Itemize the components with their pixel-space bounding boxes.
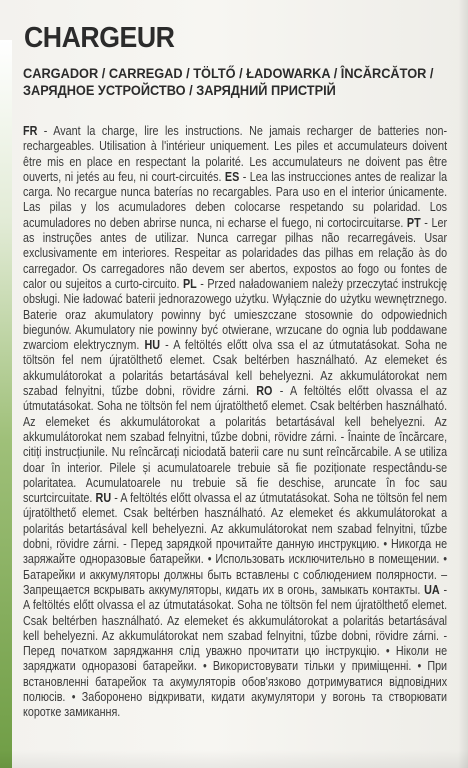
subtitle-line-1: CARGADOR / CARREGAD / TÖLTŐ / ŁADOWARKA / ÎNCĂRCĂTOR /: [23, 66, 434, 82]
language-code-fr: FR: [23, 124, 38, 138]
section-ru-text: - A feltöltés előtt olvassa el az útmutatásokat. Soha ne töltsön fel nem újratölthető elemet. Csak beltérben használható. Az elemeket és akkumulátorokat a polaritás betartásával kell behelyezni. Az akkumulátorokat nem szabad felnyitni, tűzbe dobni, rövidre zárni. - Перед зарядкой прочитайте данную инструкцию. • Никогда не заряжайте одноразовые батарейки. • Использовать исключительно в помещении. • Батарейки и аккумуляторы должны быть вставлены с соблюдением полярности. – Запрещается вскрывать аккумуляторы, кидать их в огонь, замыкать контакты.: [23, 491, 448, 597]
section-ro-text: - A feltöltés előtt olvassa el az útmutatásokat. Soha ne töltsön fel nem újratölthető elemet. Csak beltérben használható. Az elemeket és akkumulátorokat a polaritás betartásával kell behelyezni. Az akkumulátorokat nem szabad felnyitni, tűzbe dobni, rövidre zárni. - Înainte de încărcare, citiți instrucțiunile. Nu reîncărcați niciodată baterii care nu sunt reîncărcabile. A se utiliza doar în interior. Pilele și acumulatoarele trebuie să fie poziționate respectându-se polaritatea. Acumulatoarele nu trebuie să fie deschise, aruncate în foc sau scurtcircuitate.: [23, 384, 448, 506]
section-pt-text: - Ler as instruções antes de utilizar. Nunca carregar pilhas não recarregáveis. Usar exclusivamente em interiores. Respeitar as polaridades das pilhas em relação às do carregador. Os carregadores não devem ser abertos, expostos ao fogo ou fontes de calor ou sujeitos a curto-circuito.: [23, 215, 448, 291]
edge-shadow-bottom: [0, 750, 468, 768]
section-pl-text: - Przed naładowaniem należy przeczytać instrukcję obsługi. Nie ładować baterii jednorazowego użytku. Wyłącznie do użytku wewnętrznego. Baterie oraz akumulatory powinny być umieszczane stosownie do odpowiednich biegunów. Akumulatory nie powinny być otwierane, wrzucane do ognia lub poddawane zwarciom elektrycznym.: [23, 276, 448, 353]
section-ru: [23, 491, 447, 597]
instructions-body: [23, 124, 447, 721]
section-ua: [23, 583, 447, 719]
subtitle-line-2: ЗАРЯДНОЕ УСТРОЙСТВО / ЗАРЯДНИЙ ПРИСТРІЙ: [23, 83, 336, 99]
language-code-pt: PT: [406, 215, 421, 230]
section-ro: [23, 384, 447, 505]
language-code-ro: RO: [256, 384, 273, 399]
language-code-ru: RU: [95, 491, 112, 506]
green-edge-stripe: [0, 40, 12, 768]
page-title: CHARGEUR: [24, 22, 175, 54]
section-hu-text: - A feltöltés előtt olva ssa el az útmutatásokat. Soha ne töltsön fel nem újratölthető elemet. Csak beltérben használható. Az elemeket és akkumulátorokat a polaritás betartásával kell behelyezni. Az akkumulátorokat nem szabad felnyitni, tűzbe dobni, rövidre zárni.: [23, 338, 448, 399]
language-code-ua: UA: [424, 582, 440, 597]
edge-shadow-right: [458, 0, 468, 768]
language-code-es: ES: [224, 169, 240, 184]
section-es-text: - Lea las instrucciones antes de realizar la carga. No recargue nunca baterías no recargables. Para uso en el interior únicamente. Las pilas y los acumuladores deben colocarse respetando su polaridad. Los acumuladores no deben abrirse nunca, ni echarse el fuego, ni cortocircuitarse.: [23, 169, 448, 230]
language-code-hu: HU: [144, 338, 161, 353]
section-fr-text: - Avant la charge, lire les instructions. Ne jamais recharger de batteries non-rechargeables. Utilisation à l'intérieur uniquement. Les piles et accumulateurs doivent être mis en place en respectant la polarité. Les accumulateurs ne doivent pas être ouverts, ni jetés au feu, ni court-circuités.: [23, 124, 448, 184]
multilingual-subtitle: [23, 66, 434, 100]
language-code-pl: PL: [183, 276, 197, 291]
section-ua-text: - A feltöltés előtt olvassa el az útmutatásokat. Soha ne töltsön fel nem újratölthető elemet. Csak beltérben használható. Az elemeket és akkumulátorokat a polaritás betartásával kell behelyezni. Az akkumulátorokat nem szabad felnyitni, tűzbe dobni, rövidre zárni. - Перед початком заряджання слід уважно прочитати цю інструкцію. • Ніколи не заряджати одноразові батарейки. • Використовувати тільки у приміщенні. • При встановленні батарейок та акумуляторів обов'язково дотримуватися відповідних полюсів. • Заборонено відкривати, кидати акумулятори у вогонь та створювати коротке замикання.: [23, 582, 448, 720]
